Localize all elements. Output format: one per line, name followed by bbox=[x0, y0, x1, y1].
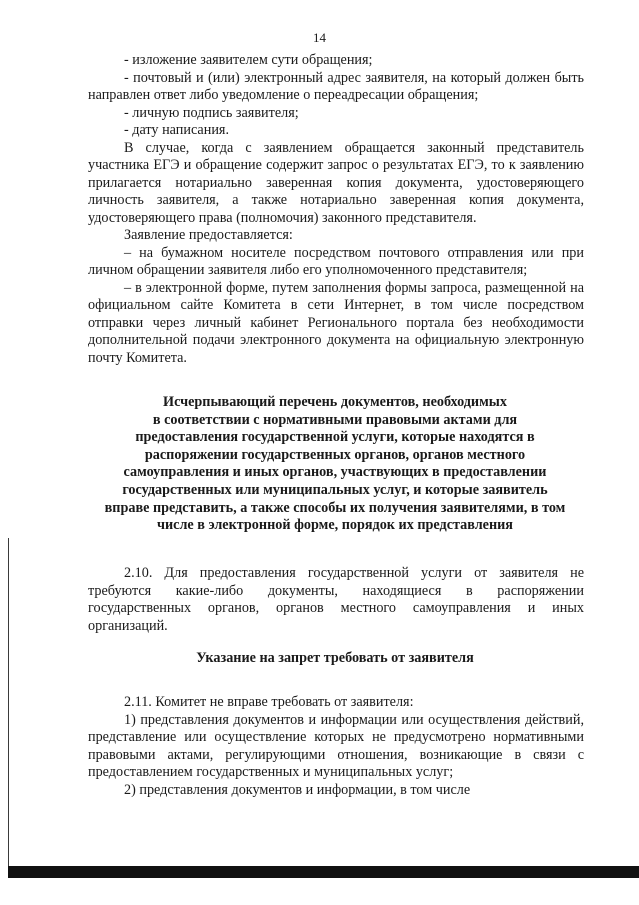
heading-line: в соответствии с нормативными правовыми актами для bbox=[152, 411, 518, 428]
clause-2-11-block bbox=[88, 694, 584, 799]
heading-line: самоуправления и иных органов, участвующих в предоставлении bbox=[123, 464, 547, 481]
paragraph-item-2: 2) представления документов и информации, в том числе bbox=[124, 781, 471, 798]
paragraph-clause-2-10: 2.10. Для предоставления государственной услуги от заявителя не требуются какие-либо документы, находящиеся в распоряжении государственных органов, органов местного самоуправления и иных организаций. bbox=[88, 565, 584, 634]
paragraph-date: - дату написания. bbox=[124, 122, 229, 138]
paragraph-clause-2-11: 2.11. Комитет не вправе требовать от заявителя: bbox=[124, 694, 414, 710]
paragraph-signature: - личную подпись заявителя; bbox=[124, 104, 299, 121]
paragraph-representative: В случае, когда с заявлением обращается законный представитель участника ЕГЭ и обращение содержит запрос о результатах ЕГЭ, то к заявлению прилагается нотариально заверенная копия документа, удостоверяющего личность заявителя, а также нотариально заверенная копия документа, удостоверяющего права (полномочия) законного представителя. bbox=[88, 139, 584, 226]
heading-line: числе в электронной форме, порядок их представления bbox=[156, 517, 513, 534]
section-heading-prohibition bbox=[100, 650, 570, 668]
heading-line: предоставления государственной услуги, которые находятся в bbox=[135, 429, 535, 446]
scan-edge-left bbox=[8, 538, 9, 868]
page-number: 14 bbox=[313, 30, 326, 45]
heading-line: государственных или муниципальных услуг, и которые заявитель bbox=[122, 481, 548, 498]
section-heading-documents-list bbox=[100, 394, 570, 535]
heading-line: вправе представить, а также способы их получения заявителями, в том bbox=[104, 499, 566, 516]
paragraph-electronic-form: – в электронной форме, путем заполнения формы запроса, размещенной на официальном сайте Комитета в сети Интернет, в том числе посредством отправки через личный кабинет Регионального портала без необходимости дополнительной подачи электронного документа на официальную электронную почту Комитета. bbox=[88, 279, 584, 366]
requirements-block bbox=[88, 52, 584, 367]
scan-edge-bottom bbox=[8, 866, 639, 878]
heading-line: распоряжении государственных органов, органов местного bbox=[144, 446, 526, 463]
paragraph-submission-intro: Заявление предоставляется: bbox=[124, 227, 293, 243]
paragraph-essence: - изложение заявителем сути обращения; bbox=[124, 52, 373, 68]
heading-line: Указание на запрет требовать от заявителя bbox=[196, 650, 474, 666]
paragraph-item-1: 1) представления документов и информации или осуществления действий, представление или осуществление которых не предусмотрено нормативными правовыми актами, регулирующими отношения, возникающие в связи с предоставлением государственных и муниципальных услуг; bbox=[88, 711, 584, 780]
heading-line: Исчерпывающий перечень документов, необходимых bbox=[163, 394, 507, 410]
clause-2-10-block bbox=[88, 565, 584, 635]
paragraph-paper-form: – на бумажном носителе посредством почтового отправления или при личном обращении заявителя либо его уполномоченного представителя; bbox=[88, 244, 584, 278]
paragraph-address: - почтовый и (или) электронный адрес заявителя, на который должен быть направлен ответ либо уведомление о переадресации обращения; bbox=[88, 69, 584, 103]
